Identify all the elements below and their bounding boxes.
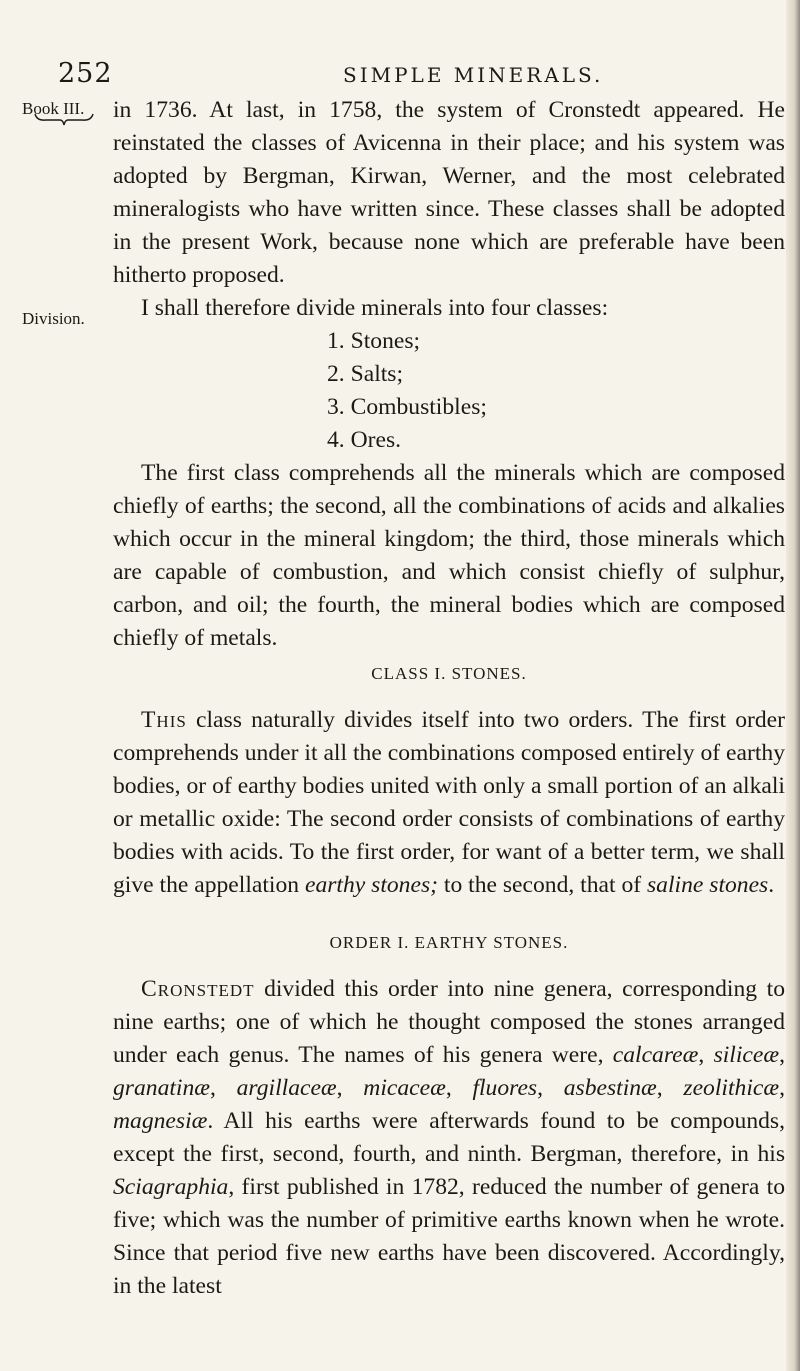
class-item: 4. Ores.: [327, 427, 402, 453]
paragraph-text: divided this order into nine genera, corresponding to nine earths; one of which he thought composed the stones arranged under each genus. The names of his genera were,: [113, 976, 785, 1068]
term-earthy-stones: earthy stones;: [304, 872, 438, 898]
genus-name: granatinæ: [113, 1075, 211, 1101]
paragraph-text: . All his earths were afterwards found to be compounds, except the first, second, fourth, and ninth. Bergman, therefore, in his: [113, 1108, 785, 1167]
genus-name: siliceæ: [713, 1042, 780, 1068]
paragraph-orders: [113, 704, 785, 902]
genus-name: micaceæ: [363, 1075, 446, 1101]
genus-name: argillaceæ: [236, 1075, 337, 1101]
term-saline-stones: saline stones: [647, 872, 769, 898]
margin-note-book: Book III.: [22, 99, 85, 118]
genus-name: calcareæ: [612, 1042, 699, 1068]
genus-name: magnesiæ: [113, 1108, 208, 1134]
work-title: Sciagraphia: [113, 1174, 229, 1200]
genus-name: asbestinæ: [563, 1075, 657, 1101]
lead-word: This: [141, 707, 187, 733]
class-item: 3. Combustibles;: [327, 394, 487, 420]
running-head: SIMPLE MINERALS.: [343, 63, 604, 87]
page-body: [113, 94, 785, 1303]
paragraph-text: .: [768, 872, 775, 898]
paragraph-text: , first published in 1782, reduced the number of genera to five; which was the number of primitive earths known when he wrote. Since that period five new earths have been discovered. Accordingly, in the latest: [113, 1174, 785, 1299]
paragraph-intro: in 1736. At last, in 1758, the system of Cronstedt appeared. He reinstated the classes of Avicenna in their place; and his system was adopted by Bergman, Kirwan, Werner, and the most celebrated mineralogists who have written since. These classes shall be adopted in the present Work, because none which are preferable have been hitherto proposed.: [113, 97, 785, 288]
page-header: [58, 58, 758, 92]
page-number: 252: [58, 58, 113, 89]
genus-name: zeolithicæ: [683, 1075, 780, 1101]
paragraph-text: to the second, that of: [437, 872, 647, 898]
paragraph-classes: The first class comprehends all the minerals which are composed chiefly of earths; the second, all the combinations of acids and alkalies which occur in the mineral kingdom; the third, those minerals which are capable of combustion, and which consist chiefly of sulphur, carbon, and oil; the fourth, the mineral bodies which are composed chiefly of metals.: [113, 460, 785, 651]
heading-order-earthy-stones: ORDER I. EARTHY STONES.: [329, 933, 569, 952]
paragraph-division: I shall therefore divide minerals into four classes:: [141, 295, 609, 321]
page-edge: [786, 0, 800, 1371]
class-item: 2. Salts;: [327, 361, 404, 387]
genus-name: fluores: [472, 1075, 538, 1101]
paragraph-text: class naturally divides itself into two orders. The first order comprehends under it all the combinations composed entirely of earthy bodies, or of earthy bodies united with only a small portion of an alkali or metallic oxide: The second order consists of combinations of earthy bodies with acids. To the first order, for want of a better term, we shall give the appellation: [113, 707, 785, 898]
brace-icon: [34, 112, 94, 126]
class-item: 1. Stones;: [327, 328, 421, 354]
heading-class-stones: CLASS I. STONES.: [371, 664, 527, 683]
class-list: [113, 325, 785, 457]
lead-word: Cronstedt: [141, 976, 255, 1002]
margin-note-division: Division.: [22, 309, 85, 328]
paragraph-cronstedt: Cronstedt divided this order into nine genera, corresponding to nine earths; one of which he thought composed the stones arranged under each genus. The names of his genera were, calcareæ, siliceæ, granatinæ, argillaceæ, micaceæ, fluores, asbestinæ, zeolithicæ, magnesiæ. All his earths were afterwards found to be compounds, except the first, second, fourth, and ninth. Bergman, therefore, in his Sciagraphia, first published in 1782, reduced the number of genera to five; which was the number of primitive earths known when he wrote. Since that period five new earths have been discovered. Accordingly, in the latest: [113, 976, 785, 1299]
